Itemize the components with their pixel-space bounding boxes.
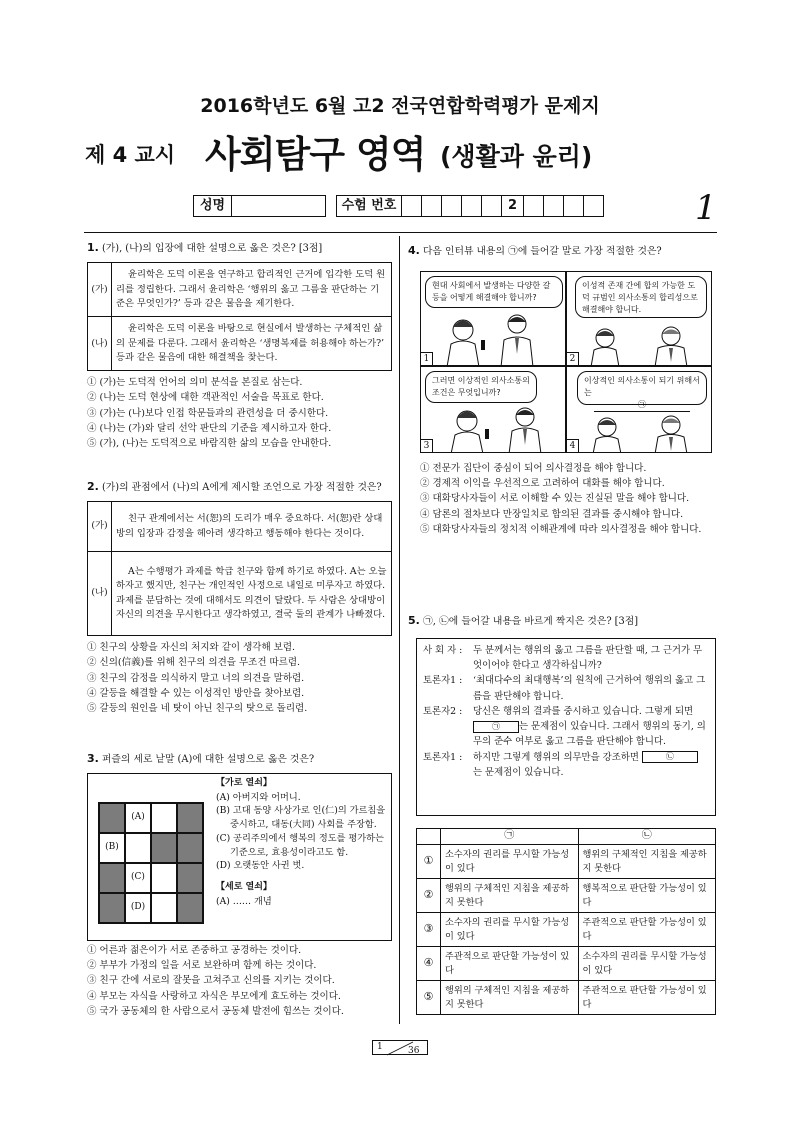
exam-number-digit[interactable] [442,195,462,217]
cell-a: 소수자의 권리를 무시할 가능성이 있다 [441,845,579,879]
crossword-cell: (D) [125,893,151,923]
choice-1[interactable]: ① 어른과 젊은이가 서로 존중하고 공경하는 것이다. [87,945,302,956]
utterance: 두 분께서는 행위의 옳고 그름을 판단할 때, 그 근거가 무엇이어야 한다고 생각하십니까? [473,645,703,672]
question-4-title [408,243,662,259]
question-text: 퍼즐의 세로 낱말 (A)에 대한 설명으로 옳은 것은? [101,754,315,765]
crossword-cell: (B) [99,833,125,863]
table-row[interactable] [417,879,716,913]
crossword-grid [98,802,204,924]
comic-panel-2 [566,271,712,366]
choice-5[interactable]: ⑤ 대화당사자들의 정치적 이해관계에 따라 의사결정을 해야 합니다. [420,523,702,535]
column-header: ㉠ [441,829,579,845]
question-number: 3. [87,752,99,765]
speech-bubble: 현대 사회에서 발생하는 다양한 갈등을 어떻게 해결해야 합니까? [425,276,563,308]
utterance-part: 는 문제점이 있습니다. 그래서 행위의 동기, 의무의 준수 여부로 옳고 그름을 판단해야 합니다. [473,721,706,748]
blank-b: ㉡ [642,751,698,763]
crossword-cell-dark [151,833,177,863]
across-clue: (D) 오랫동안 사귄 벗. [216,860,305,872]
question-text: (가)의 관점에서 (나)의 A에게 제시할 조언으로 가장 적절한 것은? [101,482,382,493]
table-row[interactable] [417,981,716,1015]
table-row[interactable] [417,913,716,947]
cell-b: 소수자의 권리를 무시할 가능성이 있다 [578,947,716,981]
crossword-cell: (A) [125,803,151,833]
cell-a: 주관적으로 판단할 가능성이 있다 [441,947,579,981]
exam-number-digit[interactable] [422,195,442,217]
passage-label: (나) [88,552,112,636]
passage-text: 윤리학은 도덕 이론을 바탕으로 현실에서 발생하는 구체적인 삶의 문제를 다룬다. 그래서 윤리학은 ‘생명복제를 허용해야 하는가?’ 등과 같은 물음에 대한 해결책을 찾는다. [112,317,392,371]
choice-4[interactable]: ④ 담론의 절차보다 만장일치로 합의된 결과를 중시해야 합니다. [420,508,684,520]
down-clues-title: 【세로 열쇠】 [216,882,272,893]
panel-number: 1 [421,352,433,365]
column-header: ㉡ [578,829,716,845]
speaker: 토론자2 : [423,705,463,717]
question-number: 2. [87,480,99,493]
cell-a: 소수자의 권리를 무시할 가능성이 있다 [441,913,579,947]
utterance: ‘최대다수의 최대행복’의 원칙에 근거하여 행위의 옳고 그름을 판단해야 합니다. [473,675,706,702]
blank-a: ㉠ [473,721,519,733]
comic-panel-4 [566,366,712,453]
choice-3[interactable]: ③ 대화당사자들이 서로 이해할 수 있는 진실된 말을 해야 합니다. [420,493,690,505]
crossword-cell-dark [99,893,125,923]
passage-label: (가) [88,263,112,317]
choice-2[interactable]: ② 부부가 가정의 일을 서로 보완하며 함께 하는 것이다. [87,960,317,972]
student-info-row [193,195,604,217]
exam-number-digit[interactable] [402,195,422,217]
cell-a: 행위의 구체적인 지침을 제공하지 못한다 [441,879,579,913]
question-text: (가), (나)의 입장에 대한 설명으로 옳은 것은? [3점] [101,243,323,254]
cell-b: 주관적으로 판단할 가능성이 있다 [578,913,716,947]
choice-number: ① [417,845,441,879]
crossword-cell-dark [177,893,203,923]
crossword-cell-dark [99,803,125,833]
page-number: 1 [695,188,717,228]
name-label: 성명 [193,195,232,217]
comic-panel-3 [420,366,566,453]
choice-2[interactable]: ② (나)는 도덕 현상에 대한 객관적인 서술을 목표로 한다. [87,392,324,404]
debate-dialog [416,638,716,816]
choice-1[interactable]: ① 친구의 상황을 자신의 처지와 같이 생각해 보렴. [87,642,296,654]
dialog-line [423,704,709,750]
crossword-cell [125,833,151,863]
cell-b: 주관적으로 판단할 가능성이 있다 [578,981,716,1015]
across-clue: (B) 고대 동양 사상가로 인(仁)의 가르침을 중시하고, 대동(大同) 사회를 주장함. [216,805,386,831]
utterance-part: 하지만 그렇게 행위의 의무만을 강조하면 [473,751,642,763]
speaker: 토론자1 : [423,751,463,763]
choice-3[interactable]: ③ 친구 간에 서로의 잘못을 고쳐주고 신의를 지키는 것이다. [87,975,335,987]
cell-a: 행위의 구체적인 지침을 제공하지 못한다 [441,981,579,1015]
interviewee-illustration [567,367,712,453]
table-row[interactable] [417,947,716,981]
dialog-line [423,750,709,780]
exam-number-digit[interactable] [524,195,544,217]
header-rule [84,232,717,233]
utterance-part: 는 문제점이 있습니다. [473,766,564,778]
exam-title: 2016학년도 6월 고2 전국연합학력평가 문제지 [200,95,600,117]
blank-marker: ㉠ [594,399,690,412]
current-page: 1 [377,1042,383,1052]
speech-bubble: 이성적 존재 간에 합의 가능한 도덕 규범인 의사소통의 합리성으로 해결해야 합니다. [575,276,707,318]
question-2 [87,478,392,716]
choice-4[interactable]: ④ (나)는 (가)와 달리 선악 판단의 기준을 제시하고자 한다. [87,422,332,434]
exam-number-digit[interactable] [564,195,584,217]
choice-3[interactable]: ③ (가)는 (나)보다 인접 학문들과의 관련성을 더 중시한다. [87,407,329,419]
question-number: 5. [408,614,420,627]
cell-b: 행복적으로 판단할 가능성이 있다 [578,879,716,913]
subject-subtitle: (생활과 윤리) [440,142,593,171]
crossword-cell-dark [177,803,203,833]
exam-number-digit[interactable] [584,195,604,217]
crossword-cell-dark [177,863,203,893]
choice-3[interactable]: ③ 친구의 감정을 의식하지 말고 너의 의견을 말하렴. [87,672,305,684]
choice-5[interactable]: ⑤ 갈등의 원인을 네 탓이 아닌 친구의 탓으로 돌리렴. [87,702,308,714]
answer-choices [420,461,701,537]
passage-text: A는 수행평가 과제를 학급 친구와 함께 하기로 하였다. A는 오늘 하자고 했지만, 친구는 개인적인 사정으로 내일로 미루자고 하였다. 과제를 분담하는 것에 대해서도 의견이 달랐다. 두 사람은 상대방이 자신의 의견을 무시한다고 생각하였고, 결국 둘의 관계가 나빠졌다. [112,552,392,636]
across-clues-title: 【가로 열쇠】 [216,778,272,788]
total-pages: 36 [408,1046,420,1056]
crossword-cell [151,803,177,833]
exam-number-digit: 2 [502,195,524,217]
exam-number-digit[interactable] [462,195,482,217]
answer-table [416,828,716,1015]
speech-bubble: 그러면 이상적인 의사소통의 조건은 무엇입니까? [425,371,537,403]
dialog-line [423,643,709,673]
crossword-cell [151,863,177,893]
across-clue: (A) 아버지와 어머니. [216,791,301,803]
choice-5[interactable]: ⑤ 국가 공동체의 한 사람으로서 공동체 발전에 힘쓰는 것이다. [87,1005,344,1017]
cell-b: 행위의 구체적인 지침을 제공하지 못한다 [578,845,716,879]
name-field[interactable] [232,195,326,217]
passage-table [87,501,392,636]
question-text: ㉠, ㉡에 들어갈 내용을 바르게 짝지은 것은? [3점] [422,616,639,627]
choice-4[interactable]: ④ 갈등을 해결할 수 있는 이성적인 방안을 찾아보렴. [87,687,305,699]
period-label: 제 4 교시 [85,143,176,167]
passage-label: (나) [88,317,112,371]
speaker: 사 회 자 : [423,645,463,656]
question-1 [87,240,392,451]
panel-number: 4 [567,439,579,452]
crossword-clues [216,777,388,909]
comic-panel-1 [420,271,566,366]
choice-number: ④ [417,947,441,981]
choice-number: ⑤ [417,981,441,1015]
crossword-cell-dark [99,863,125,893]
crossword-cell: (C) [125,863,151,893]
question-number: 4. [408,244,420,257]
question-5-title [408,613,638,629]
choice-number: ③ [417,913,441,947]
choice-1[interactable]: ① (가)는 도덕적 언어의 의미 분석을 본질로 삼는다. [87,377,303,389]
answer-choices [87,640,392,716]
choice-1[interactable]: ① 전문가 집단이 중심이 되어 의사결정을 해야 합니다. [420,463,647,474]
choice-2[interactable]: ② 경제적 이익을 우선적으로 고려하여 대화를 해야 합니다. [420,478,665,490]
panel-number: 3 [421,439,433,452]
choice-number: ② [417,879,441,913]
interviewer-illustration [421,272,566,366]
crossword-cell-dark [177,833,203,863]
passage-label: (가) [88,502,112,552]
choice-4[interactable]: ④ 부모는 자식을 사랑하고 자식은 부모에게 효도하는 것이다. [87,990,341,1002]
interviewee-illustration [567,272,712,366]
exam-number-digit[interactable] [482,195,502,217]
passage-text: 친구 관계에서는 서(恕)의 도리가 매우 중요하다. 서(恕)란 상대방의 입장과 감정을 헤아려 생각하고 행동해야 한다는 것이다. [112,502,392,552]
choice-2[interactable]: ② 신의(信義)를 위해 친구의 의견을 무조건 따르렴. [87,657,301,669]
across-clue: (C) 공리주의에서 행복의 정도를 평가하는 기준으로, 효용성이라고도 함. [216,832,384,858]
question-text: 다음 인터뷰 내용의 ㉠에 들어갈 말로 가장 적절한 것은? [422,246,662,257]
answer-choices [87,943,344,1019]
bubble-text: 이상적인 의사소통이 되기 위해서는 [584,376,700,397]
question-number: 1. [87,241,99,254]
down-clue: (A) …… 개념 [216,895,272,907]
speaker: 토론자1 : [423,675,463,687]
table-row[interactable] [417,845,716,879]
crossword-cell [151,893,177,923]
passage-table [87,262,392,371]
utterance-part: 당신은 행위의 결과를 중시하고 있습니다. 그렇게 되면 [473,705,694,717]
choice-5[interactable]: ⑤ (가), (나)는 도덕적으로 바람직한 삶의 모습을 안내한다. [87,437,332,449]
table-corner [417,829,441,845]
column-divider [399,236,400,1024]
panel-number: 2 [567,352,579,365]
exam-number-label: 수험 번호 [336,195,402,217]
answer-choices [87,375,392,451]
exam-number-digit[interactable] [544,195,564,217]
interviewer-illustration [421,367,566,453]
question-3-title [87,751,314,767]
subject-title: 사회탐구 영역 [205,133,426,176]
dialog-line [423,673,709,703]
passage-text: 윤리학은 도덕 이론을 연구하고 합리적인 근거에 입각한 도덕 원리를 정립한다. 그래서 윤리학은 ‘행위의 옳고 그름을 판단하는 기준은 무엇인가?’ 등과 같은 물음을 제기한다. [112,263,392,317]
